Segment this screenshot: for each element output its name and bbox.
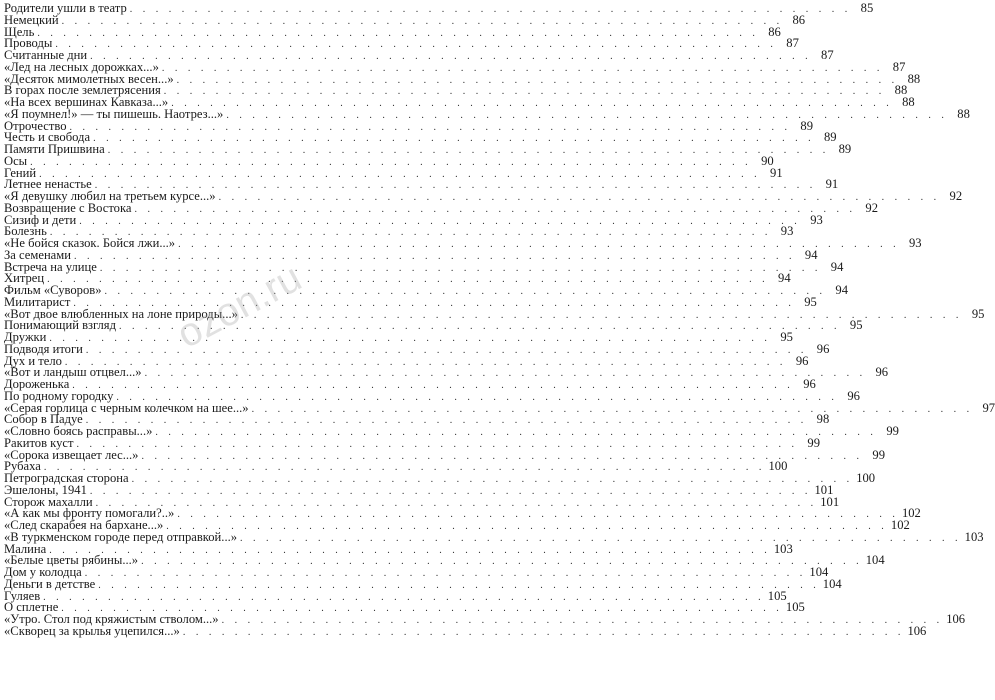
dot-leader: . . . . . . . . . . . . . . . . . . . . . . . . . . . . . . . . . . . . . . . . . . . . . . . . . . . . . . . . (84, 568, 807, 579)
dot-leader: . . . . . . . . . . . . . . . . . . . . . . . . . . . . . . . . . . . . . . . . . . . . . . . . . . . . . . . . (55, 39, 777, 51)
toc-entry-page-number: 90 (761, 153, 774, 168)
toc-entry-page-number: 93 (780, 224, 794, 239)
toc-entry-page-number: 88 (894, 83, 908, 98)
toc-entry-title: Считанные дни (4, 48, 88, 62)
toc-entry (4, 212, 823, 227)
toc-entry (4, 153, 774, 168)
toc-entry-title: Родители ушли в театр (4, 1, 127, 15)
dot-leader: . . . . . . . . . . . . . . . . . . . . . . . . . . . . . . . . . . . . . . . . . . . . . . . . . . . . . . . . (79, 215, 801, 227)
toc-entry-page-number: 99 (872, 447, 885, 462)
toc-entry (4, 259, 844, 274)
dot-leader: . . . . . . . . . . . . . . . . . . . . . . . . . . . . . . . . . . . . . . . . . . . . . . . . . . . . . . . . (218, 192, 941, 203)
dot-leader: . . . . . . . . . . . . . . . . . . . . . . . . . . . . . . . . . . . . . . . . . . . . . . . . . . . . . . . . (30, 156, 752, 168)
toc-entry-page-number: 91 (770, 165, 783, 180)
toc-entry-title: Немецкий (4, 12, 59, 27)
toc-entry-page-number: 87 (786, 36, 799, 51)
toc-entry-title: Петроградская сторона (4, 471, 129, 485)
toc-entry-page-number: 87 (892, 59, 906, 74)
toc-entry-title: Малина (4, 541, 47, 556)
toc-entry-title: Дружки (4, 330, 47, 344)
dot-leader: . . . . . . . . . . . . . . . . . . . . . . . . . . . . . . . . . . . . . . . . . . . . . . . . . . . . . . . . (178, 239, 900, 250)
dot-leader: . . . . . . . . . . . . . . . . . . . . . . . . . . . . . . . . . . . . . . . . . . . . . . . . . . . . . . . . (240, 532, 962, 544)
toc-entry (4, 529, 984, 544)
dot-leader: . . . . . . . . . . . . . . . . . . . . . . . . . . . . . . . . . . . . . . . . . . . . . . . . . . . . . . . . (163, 86, 886, 98)
dot-leader: . . . . . . . . . . . . . . . . . . . . . . . . . . . . . . . . . . . . . . . . . . . . . . . . . . . . . . . . (251, 403, 974, 415)
dot-leader: . . . . . . . . . . . . . . . . . . . . . . . . . . . . . . . . . . . . . . . . . . . . . . . . . . . . . . . . (119, 321, 841, 333)
toc-entry-page-number: 88 (902, 95, 915, 109)
toc-entry-title: Подводя итоги (4, 341, 83, 356)
dot-leader: . . . . . . . . . . . . . . . . . . . . . . . . . . . . . . . . . . . . . . . . . . . . . . . . . . . . . . . . (141, 450, 863, 462)
toc-entry-page-number: 98 (816, 412, 830, 427)
toc-entry-title: Сизиф и дети (4, 212, 77, 227)
toc-entry-title: «Не бойся сказок. Бойся лжи...» (4, 236, 176, 250)
dot-leader: . . . . . . . . . . . . . . . . . . . . . . . . . . . . . . . . . . . . . . . . . . . . . . . . . . . . . . . . (90, 51, 812, 62)
toc-entry-page-number: 105 (767, 588, 787, 603)
dot-leader: . . . . . . . . . . . . . . . . . . . . . . . . . . . . . . . . . . . . . . . . . . . . . . . . . . . . . . . . (144, 368, 867, 380)
dot-leader: . . . . . . . . . . . . . . . . . . . . . . . . . . . . . . . . . . . . . . . . . . . . . . . . . . . . . . . . (221, 615, 944, 626)
toc-entry-title: «Утро. Стол под кряжистым стволом...» (4, 612, 219, 626)
toc-entry-title: Милитарист (4, 294, 71, 309)
dot-leader: . . . . . . . . . . . . . . . . . . . . . . . . . . . . . . . . . . . . . . . . . . . . . . . . . . . . . . . . (73, 297, 795, 309)
toc-entry-page-number: 99 (807, 435, 821, 450)
dot-leader: . . . . . . . . . . . . . . . . . . . . . . . . . . . . . . . . . . . . . . . . . . . . . . . . . . . . . . . . (240, 309, 963, 321)
toc-entry-title: За семенами (4, 247, 71, 262)
toc-entry-title: Дороженька (4, 377, 70, 391)
dot-leader: . . . . . . . . . . . . . . . . . . . . . . . . . . . . . . . . . . . . . . . . . . . . . . . . . . . . . . . . (176, 74, 899, 86)
toc-entry-page-number: 86 (792, 12, 806, 27)
toc-entry-page-number: 86 (768, 24, 781, 39)
dot-leader: . . . . . . . . . . . . . . . . . . . . . . . . . . . . . . . . . . . . . . . . . . . . . . . . . . . . . . . . (43, 462, 766, 474)
toc-entry-page-number: 94 (778, 271, 791, 286)
toc-entry-page-number: 106 (907, 623, 927, 638)
toc-entry-title: Хитрец (4, 271, 45, 286)
toc-entry-title: Гуляев (4, 588, 41, 603)
dot-leader: . . . . . . . . . . . . . . . . . . . . . . . . . . . . . . . . . . . . . . . . . . . . . . . . . . . . . . . . (107, 145, 830, 156)
toc-entry (4, 341, 830, 356)
dot-leader: . . . . . . . . . . . . . . . . . . . . . . . . . . . . . . . . . . . . . . . . . . . . . . . . . . . . . . . . (99, 262, 822, 274)
toc-entry-page-number: 89 (838, 142, 852, 156)
toc-entry-page-number: 106 (946, 612, 966, 626)
toc-entry-title: Честь и свобода (4, 130, 91, 145)
dot-leader: . . . . . . . . . . . . . . . . . . . . . . . . . . . . . . . . . . . . . . . . . . . . . . . . . . . . . . . . (37, 27, 759, 39)
toc-entry-page-number: 96 (875, 365, 889, 380)
dot-leader: . . . . . . . . . . . . . . . . . . . . . . . . . . . . . . . . . . . . . . . . . . . . . . . . . . . . . . . . (141, 556, 863, 568)
dot-leader: . . . . . . . . . . . . . . . . . . . . . . . . . . . . . . . . . . . . . . . . . . . . . . . . . . . . . . . . (161, 62, 884, 74)
toc-entry-page-number: 103 (773, 541, 793, 556)
dot-leader: . . . . . . . . . . . . . . . . . . . . . . . . . . . . . . . . . . . . . . . . . . . . . . . . . . . . . . . . (89, 485, 812, 497)
dot-leader: . . . . . . . . . . . . . . . . . . . . . . . . . . . . . . . . . . . . . . . . . . . . . . . . . . . . . . . . (134, 203, 856, 215)
toc-entry-page-number: 94 (835, 283, 849, 297)
dot-leader: . . . . . . . . . . . . . . . . . . . . . . . . . . . . . . . . . . . . . . . . . . . . . . . . . . . . . . . . (104, 286, 827, 297)
dot-leader: . . . . . . . . . . . . . . . . . . . . . . . . . . . . . . . . . . . . . . . . . . . . . . . . . . . . . . . . (98, 579, 820, 591)
dot-leader: . . . . . . . . . . . . . . . . . . . . . . . . . . . . . . . . . . . . . . . . . . . . . . . . . . . . . . . . (61, 15, 784, 27)
table-of-contents (4, 1, 995, 638)
toc-entry-title: «Белые цветы рябины...» (4, 553, 139, 568)
toc-entry-page-number: 95 (804, 294, 817, 309)
toc-entry (4, 318, 863, 333)
toc-entry-title: Летнее ненастье (4, 177, 92, 192)
toc-entry-title: Понимающий взгляд (4, 318, 117, 333)
toc-entry-title: В горах после землетрясения (4, 83, 161, 98)
dot-leader: . . . . . . . . . . . . . . . . . . . . . . . . . . . . . . . . . . . . . . . . . . . . . . . . . . . . . . . . (73, 250, 796, 262)
toc-entry-title: Возвращение с Востока (4, 200, 132, 215)
toc-entry-page-number: 89 (823, 130, 837, 145)
toc-entry-page-number: 88 (957, 106, 970, 121)
toc-entry-page-number: 96 (816, 341, 830, 356)
toc-entry (4, 588, 787, 603)
toc-entry-title: Деньги в детстве (4, 576, 96, 591)
toc-entry-title: Памяти Пришвина (4, 142, 105, 156)
toc-entry-title: Встреча на улице (4, 259, 97, 274)
toc-entry-page-number: 102 (901, 506, 921, 521)
toc-entry-title: «В туркменском городе перед отправкой...» (4, 529, 238, 544)
toc-entry-page-number: 104 (809, 565, 829, 579)
toc-entry-page-number: 104 (822, 576, 842, 591)
toc-entry-title: «Десяток мимолетных весен...» (4, 71, 174, 86)
toc-entry-page-number: 88 (907, 71, 921, 86)
toc-entry-title: Рубаха (4, 459, 41, 474)
toc-entry-title: «Серая горлица с черным колечком на шее...» (4, 400, 249, 415)
toc-entry-title: Осы (4, 153, 28, 168)
toc-entry-page-number: 100 (768, 459, 788, 474)
dot-leader: . . . . . . . . . . . . . . . . . . . . . . . . . . . . . . . . . . . . . . . . . . . . . . . . . . . . . . . . (95, 497, 818, 509)
toc-entry-title: «Словно боясь расправы...» (4, 424, 153, 438)
toc-entry-title: «А как мы фронту помогали?..» (4, 506, 175, 521)
ozon-watermark: ozon.ru (170, 255, 309, 357)
toc-entry-title: Щель (4, 24, 35, 39)
toc-entry-page-number: 96 (803, 377, 816, 391)
toc-entry-title: «Я девушку любил на третьем курсе...» (4, 189, 216, 203)
toc-entry-page-number: 94 (804, 247, 818, 262)
toc-entry-title: «Сорока извещает лес...» (4, 447, 139, 462)
toc-entry-title: Эшелоны, 1941 (4, 482, 87, 497)
dot-leader: . . . . . . . . . . . . . . . . . . . . . . . . . . . . . . . . . . . . . . . . . . . . . . . . . . . . . . . . (182, 626, 905, 638)
toc-entry (4, 24, 781, 39)
toc-entry-page-number: 97 (982, 400, 995, 415)
toc-entry-page-number: 95 (780, 330, 793, 344)
dot-leader: . . . . . . . . . . . . . . . . . . . . . . . . . . . . . . . . . . . . . . . . . . . . . . . . . . . . . . . . (49, 544, 771, 556)
dot-leader: . . . . . . . . . . . . . . . . . . . . . . . . . . . . . . . . . . . . . . . . . . . . . . . . . . . . . . . . (72, 380, 794, 391)
toc-entry-page-number: 103 (964, 529, 984, 544)
toc-entry-title: «Скворец за крылья уцепился...» (4, 623, 180, 638)
dot-leader: . . . . . . . . . . . . . . . . . . . . . . . . . . . . . . . . . . . . . . . . . . . . . . . . . . . . . . . . (94, 180, 817, 192)
toc-entry (4, 623, 927, 638)
toc-entry-title: Фильм «Суворов» (4, 283, 102, 297)
dot-leader: . . . . . . . . . . . . . . . . . . . . . . . . . . . . . . . . . . . . . . . . . . . . . . . . . . . . . . . . (155, 427, 877, 438)
dot-leader: . . . . . . . . . . . . . . . . . . . . . . . . . . . . . . . . . . . . . . . . . . . . . . . . . . . . . . . . (85, 415, 808, 427)
dot-leader: . . . . . . . . . . . . . . . . . . . . . . . . . . . . . . . . . . . . . . . . . . . . . . . . . . . . . . . . (61, 603, 783, 615)
toc-entry-page-number: 85 (860, 1, 874, 15)
dot-leader: . . . . . . . . . . . . . . . . . . . . . . . . . . . . . . . . . . . . . . . . . . . . . . . . . . . . . . . . (226, 109, 948, 121)
toc-entry-title: О сплетне (4, 600, 59, 615)
dot-leader: . . . . . . . . . . . . . . . . . . . . . . . . . . . . . . . . . . . . . . . . . . . . . . . . . . . . . . . . (116, 391, 838, 403)
toc-entry-page-number: 101 (820, 494, 840, 509)
toc-entry-page-number: 95 (849, 318, 863, 333)
toc-entry-page-number: 93 (810, 212, 823, 227)
toc-entry-title: Отрочество (4, 118, 67, 133)
dot-leader: . . . . . . . . . . . . . . . . . . . . . . . . . . . . . . . . . . . . . . . . . . . . . . . . . . . . . . . . (129, 4, 852, 15)
dot-leader: . . . . . . . . . . . . . . . . . . . . . . . . . . . . . . . . . . . . . . . . . . . . . . . . . . . . . . . . (69, 121, 792, 133)
toc-entry (4, 142, 852, 156)
toc-entry-page-number: 100 (856, 471, 876, 485)
toc-entry-title: Собор в Падуе (4, 412, 83, 427)
dot-leader: . . . . . . . . . . . . . . . . . . . . . . . . . . . . . . . . . . . . . . . . . . . . . . . . . . . . . . . . (93, 133, 815, 145)
dot-leader: . . . . . . . . . . . . . . . . . . . . . . . . . . . . . . . . . . . . . . . . . . . . . . . . . . . . . . . . (64, 356, 787, 368)
toc-entry-title: Сторож махалли (4, 494, 93, 509)
toc-entry-title: Болезнь (4, 224, 47, 239)
toc-entry-page-number: 93 (909, 236, 922, 250)
toc-entry-page-number: 96 (847, 388, 860, 403)
toc-entry-title: «След скарабея на бархане...» (4, 518, 164, 532)
toc-entry-title: Дух и тело (4, 353, 62, 368)
toc-entry-title: «Вот двое влюбленных на лоне природы...» (4, 306, 238, 321)
toc-entry-title: «На всех вершинах Кавказа...» (4, 95, 169, 109)
toc-entry-page-number: 94 (830, 259, 844, 274)
toc-entry-page-number: 99 (886, 424, 899, 438)
toc-entry-page-number: 87 (821, 48, 834, 62)
toc-entry-page-number: 96 (795, 353, 809, 368)
toc-entry-title: «Вот и ландыш отцвел...» (4, 365, 142, 380)
dot-leader: . . . . . . . . . . . . . . . . . . . . . . . . . . . . . . . . . . . . . . . . . . . . . . . . . . . . . . . . (85, 344, 808, 356)
toc-entry-page-number: 102 (890, 518, 910, 532)
toc-entry-page-number: 92 (949, 189, 963, 203)
toc-entry-title: Дом у колодца (4, 565, 82, 579)
dot-leader: . . . . . . . . . . . . . . . . . . . . . . . . . . . . . . . . . . . . . . . . . . . . . . . . . . . . . . . . (49, 227, 772, 239)
dot-leader: . . . . . . . . . . . . . . . . . . . . . . . . . . . . . . . . . . . . . . . . . . . . . . . . . . . . . . . . (166, 521, 888, 532)
toc-entry-title: «Я поумнел!» — ты пишешь. Наотрез...» (4, 106, 224, 121)
toc-entry-page-number: 101 (814, 482, 834, 497)
toc-entry-page-number: 95 (971, 306, 985, 321)
dot-leader: . . . . . . . . . . . . . . . . . . . . . . . . . . . . . . . . . . . . . . . . . . . . . . . . . . . . . . . . (43, 591, 765, 603)
dot-leader: . . . . . . . . . . . . . . . . . . . . . . . . . . . . . . . . . . . . . . . . . . . . . . . . . . . . . . . . (49, 333, 771, 344)
dot-leader: . . . . . . . . . . . . . . . . . . . . . . . . . . . . . . . . . . . . . . . . . . . . . . . . . . . . . . . . (131, 474, 854, 485)
dot-leader: . . . . . . . . . . . . . . . . . . . . . . . . . . . . . . . . . . . . . . . . . . . . . . . . . . . . . . . . (76, 438, 799, 450)
toc-entry (4, 447, 885, 462)
toc-entry-page-number: 92 (865, 200, 878, 215)
toc-entry-page-number: 91 (825, 177, 839, 192)
dot-leader: . . . . . . . . . . . . . . . . . . . . . . . . . . . . . . . . . . . . . . . . . . . . . . . . . . . . . . . . (47, 274, 769, 286)
toc-entry-title: «Лед на лесных дорожках...» (4, 59, 159, 74)
dot-leader: . . . . . . . . . . . . . . . . . . . . . . . . . . . . . . . . . . . . . . . . . . . . . . . . . . . . . . . . (171, 98, 893, 109)
toc-entry-page-number: 104 (865, 553, 885, 568)
dot-leader: . . . . . . . . . . . . . . . . . . . . . . . . . . . . . . . . . . . . . . . . . . . . . . . . . . . . . . . . (177, 509, 899, 521)
toc-entry-title: Ракитов куст (4, 435, 74, 450)
toc-entry-title: По родному городку (4, 388, 114, 403)
toc-entry (4, 576, 842, 591)
toc-entry-title: Гений (4, 165, 37, 180)
toc-entry (4, 1, 874, 15)
dot-leader: . . . . . . . . . . . . . . . . . . . . . . . . . . . . . . . . . . . . . . . . . . . . . . . . . . . . . . . . (39, 168, 761, 180)
toc-entry-title: Проводы (4, 36, 53, 51)
toc-entry-page-number: 105 (785, 600, 805, 615)
toc-entry-page-number: 89 (800, 118, 814, 133)
toc-entry (4, 12, 806, 27)
